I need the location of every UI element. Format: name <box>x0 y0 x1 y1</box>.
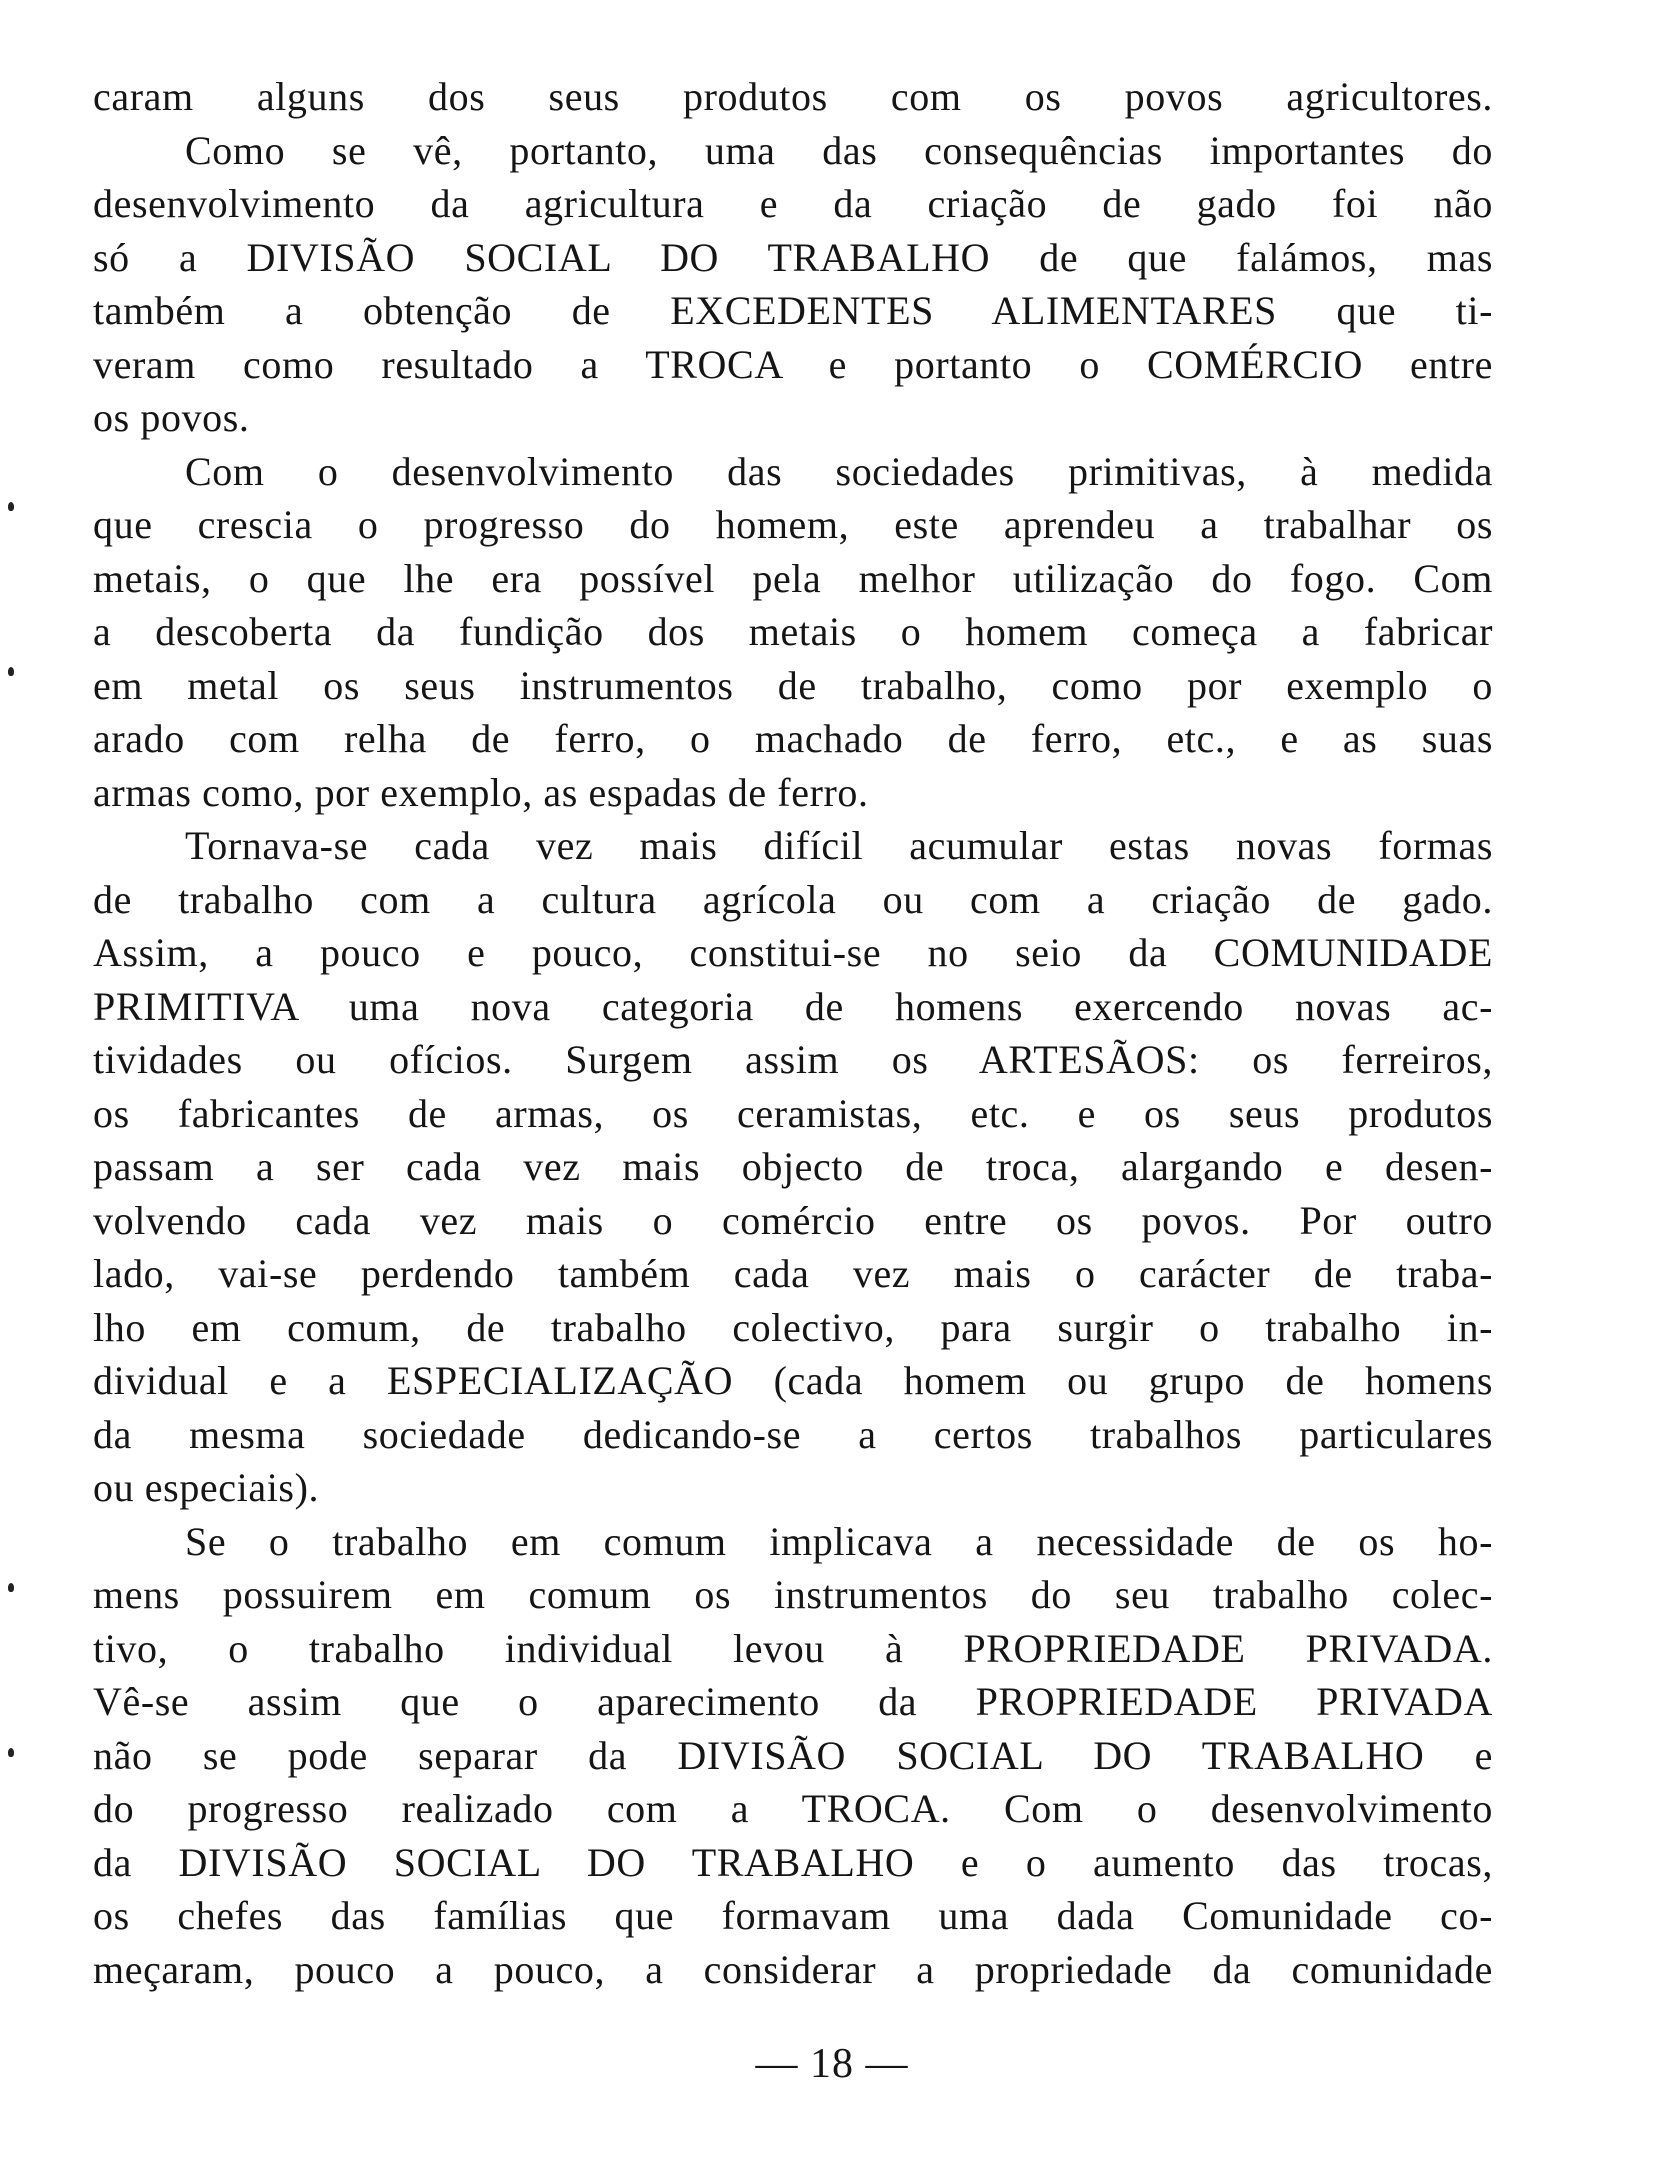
text-line: os povos. <box>93 395 250 440</box>
text-line: passam a ser cada vez mais objecto de troca, alargando e desen- <box>93 1144 1493 1189</box>
margin-speck <box>8 1583 14 1592</box>
text-line: só a DIVISÃO SOCIAL DO TRABALHO de que falámos, mas <box>93 234 1493 280</box>
text-line: ou especiais). <box>93 1465 320 1510</box>
text-line: Com o desenvolvimento das sociedades primitivas, à medida <box>185 448 1493 494</box>
margin-speck <box>8 1748 14 1757</box>
text-line: que crescia o progresso do homem, este aprendeu a trabalhar os <box>93 502 1493 547</box>
text-line: os fabricantes de armas, os ceramistas, etc. e os seus produtos <box>93 1090 1493 1136</box>
text-line: Como se vê, portanto, uma das consequências importantes do <box>185 127 1493 173</box>
text-line: também a obtenção de EXCEDENTES ALIMENTARES que ti- <box>93 288 1493 333</box>
text-line: lho em comum, de trabalho colectivo, para surgir o trabalho in- <box>93 1304 1493 1350</box>
margin-speck <box>8 502 14 511</box>
text-line: do progresso realizado com a TROCA. Com o desenvolvimento <box>93 1786 1493 1831</box>
text-line: lado, vai-se perdendo também cada vez mais o carácter de traba- <box>93 1251 1493 1296</box>
page-number: — 18 — <box>755 2041 909 2087</box>
text-line: da DIVISÃO SOCIAL DO TRABALHO e o aumento das trocas, <box>93 1839 1493 1885</box>
text-line: a descoberta da fundição dos metais o homem começa a fabricar <box>93 609 1493 654</box>
text-line: da mesma sociedade dedicando-se a certos trabalhos particulares <box>93 1411 1493 1457</box>
text-line: Vê-se assim que o aparecimento da PROPRIEDADE PRIVADA <box>93 1679 1493 1724</box>
text-line: Se o trabalho em comum implicava a necessidade de os ho- <box>185 1518 1493 1564</box>
text-line: metais, o que lhe era possível pela melhor utilização do fogo. Com <box>93 555 1493 601</box>
text-line: caram alguns dos seus produtos com os povos agricultores. <box>93 74 1493 119</box>
text-line: dividual e a ESPECIALIZAÇÃO (cada homem ou grupo de homens <box>93 1358 1493 1403</box>
text-line: os chefes das famílias que formavam uma dada Comunidade co- <box>93 1893 1493 1938</box>
text-line: PRIMITIVA uma nova categoria de homens exercendo novas ac- <box>93 983 1493 1029</box>
text-line: tivo, o trabalho individual levou à PROPRIEDADE PRIVADA. <box>93 1625 1493 1671</box>
text-line: desenvolvimento da agricultura e da criação de gado foi não <box>93 181 1493 226</box>
text-line: Assim, a pouco e pouco, constitui-se no seio da COMUNIDADE <box>93 930 1493 975</box>
text-line: armas como, por exemplo, as espadas de ferro. <box>93 769 869 815</box>
body-text <box>93 70 1493 1996</box>
text-line: não se pode separar da DIVISÃO SOCIAL DO TRABALHO e <box>93 1732 1493 1778</box>
text-line: Tornava-se cada vez mais difícil acumular estas novas formas <box>185 823 1493 868</box>
text-line: tividades ou ofícios. Surgem assim os ARTESÃOS: os ferreiros, <box>93 1037 1493 1082</box>
margin-speck <box>8 667 14 676</box>
text-line: mens possuirem em comum os instrumentos do seu trabalho colec- <box>93 1572 1493 1617</box>
text-line: em metal os seus instrumentos de trabalho, como por exemplo o <box>93 662 1493 708</box>
text-line: volvendo cada vez mais o comércio entre os povos. Por outro <box>93 1197 1493 1243</box>
text-line: de trabalho com a cultura agrícola ou com a criação de gado. <box>93 876 1493 922</box>
text-line: veram como resultado a TROCA e portanto o COMÉRCIO entre <box>93 341 1493 387</box>
text-line: arado com relha de ferro, o machado de ferro, etc., e as suas <box>93 716 1493 761</box>
text-line: meçaram, pouco a pouco, a considerar a propriedade da comunidade <box>93 1946 1493 1992</box>
